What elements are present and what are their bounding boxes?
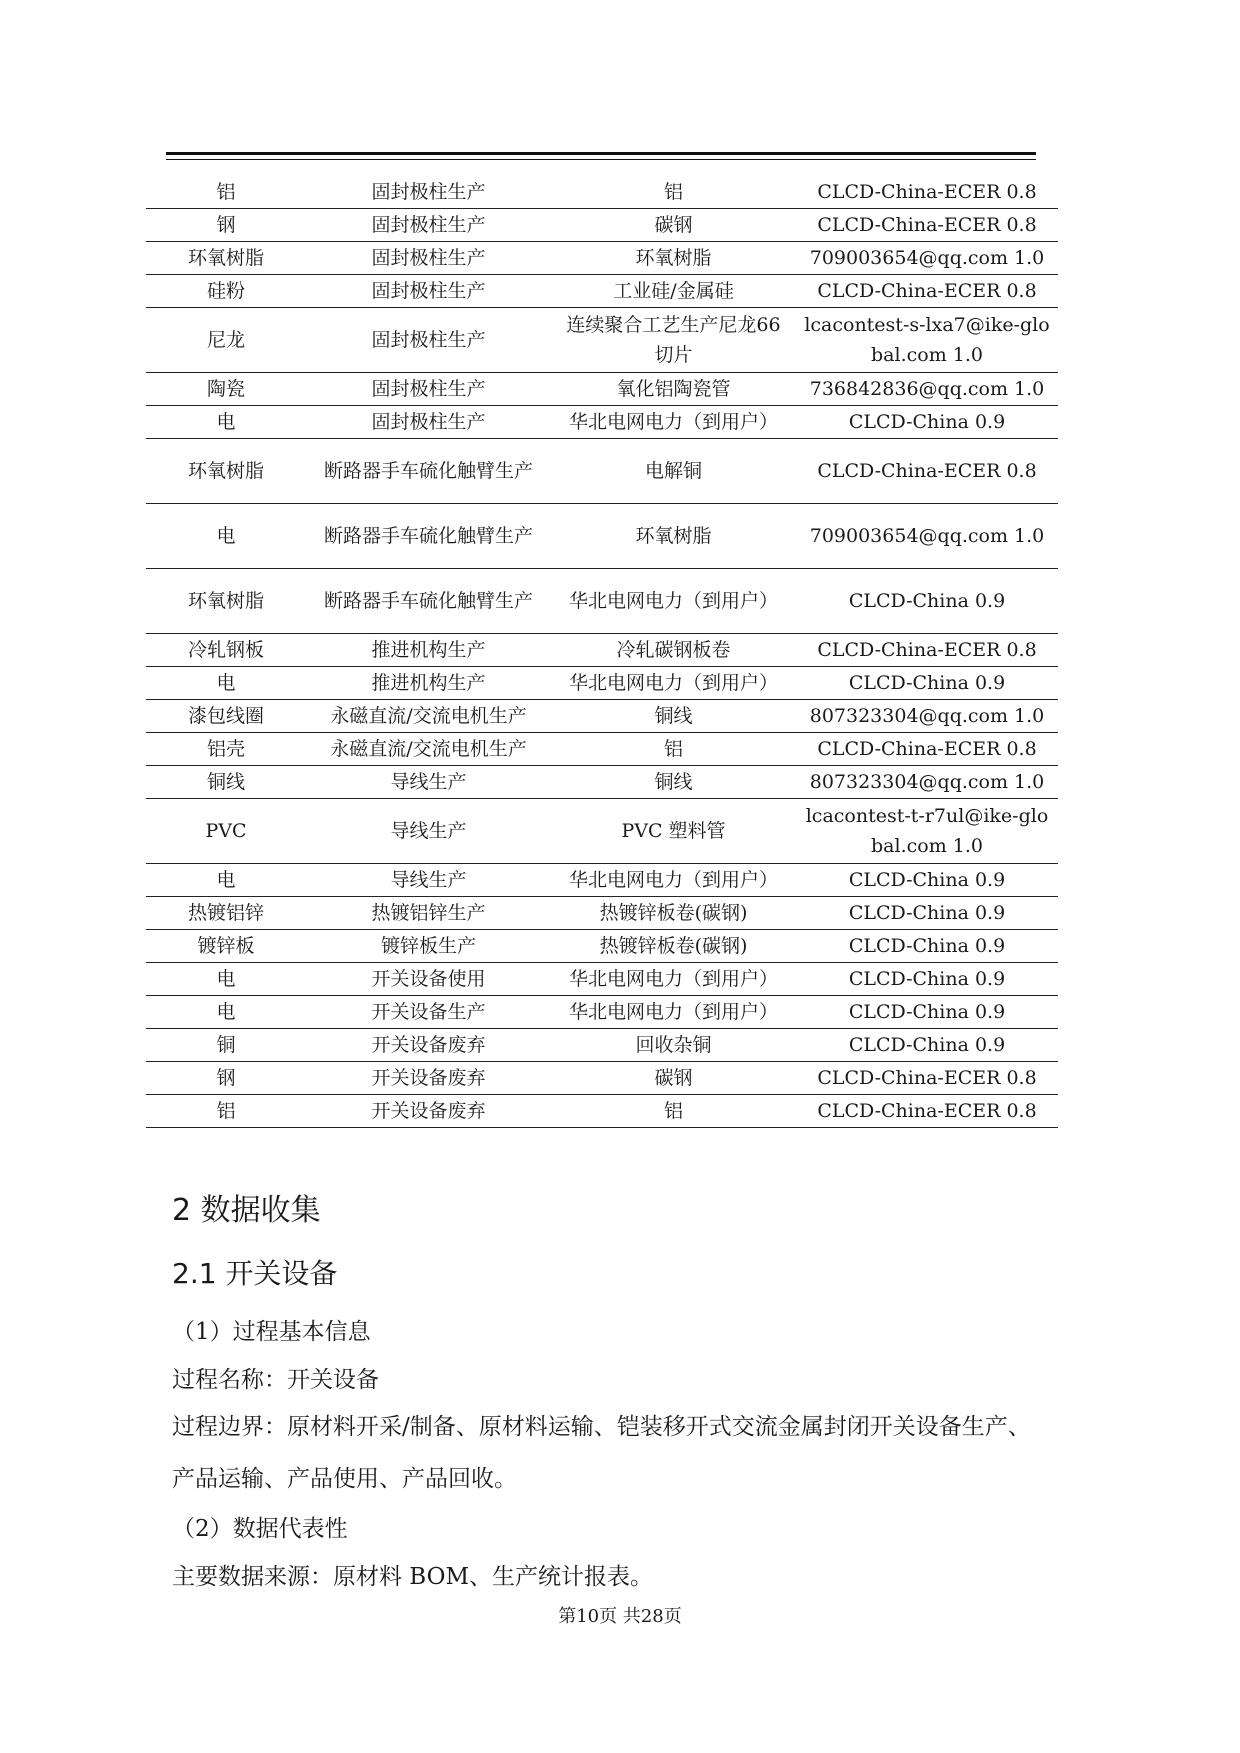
table-cell: 陶瓷 — [146, 373, 306, 406]
table-cell: 固封极柱生产 — [306, 242, 551, 275]
table-cell: CLCD-China-ECER 0.8 — [796, 634, 1058, 667]
table-cell: 电 — [146, 504, 306, 569]
header-rule-thin — [166, 159, 1036, 160]
table-cell: 冷轧钢板 — [146, 634, 306, 667]
table-cell: 推进机构生产 — [306, 634, 551, 667]
table-cell: 碳钢 — [551, 209, 796, 242]
table-cell: CLCD-China-ECER 0.8 — [796, 275, 1058, 308]
table-cell: 导线生产 — [306, 799, 551, 864]
table-cell: 连续聚合工艺生产尼龙66 切片 — [551, 308, 796, 373]
table-cell: 固封极柱生产 — [306, 308, 551, 373]
table-row — [146, 634, 1058, 667]
table-cell: 华北电网电力（到用户） — [551, 569, 796, 634]
table-cell: 环氧树脂 — [551, 504, 796, 569]
table-cell: 永磁直流/交流电机生产 — [306, 700, 551, 733]
table-cell: 铝 — [146, 1095, 306, 1128]
table-cell: 热镀铝锌 — [146, 897, 306, 930]
table-cell: 电 — [146, 667, 306, 700]
table-cell: CLCD-China 0.9 — [796, 406, 1058, 439]
table-cell: CLCD-China 0.9 — [796, 667, 1058, 700]
table-row — [146, 799, 1058, 864]
table-cell: 钢 — [146, 209, 306, 242]
table-cell: 807323304@qq.com 1.0 — [796, 700, 1058, 733]
table-row — [146, 209, 1058, 242]
table-row — [146, 930, 1058, 963]
table-cell: 热镀铝锌生产 — [306, 897, 551, 930]
table-row — [146, 242, 1058, 275]
table-row — [146, 667, 1058, 700]
table-cell: 开关设备废弃 — [306, 1062, 551, 1095]
table-cell: 工业硅/金属硅 — [551, 275, 796, 308]
table-cell: 铝 — [551, 176, 796, 209]
table-cell: CLCD-China 0.9 — [796, 930, 1058, 963]
table-row — [146, 439, 1058, 504]
table-cell: CLCD-China-ECER 0.8 — [796, 209, 1058, 242]
table-row — [146, 897, 1058, 930]
paragraph-process-boundary: 过程边界：原材料开采/制备、原材料运输、铠装移开式交流金属封闭开关设备生产、产品运输、产品使用、产品回收。 — [172, 1414, 1031, 1492]
table-cell: 开关设备废弃 — [306, 1029, 551, 1062]
table-cell: 环氧树脂 — [146, 242, 306, 275]
table-cell: 铜线 — [551, 700, 796, 733]
table-cell: CLCD-China-ECER 0.8 — [796, 1062, 1058, 1095]
table-cell: 华北电网电力（到用户） — [551, 864, 796, 897]
table-cell: 开关设备生产 — [306, 996, 551, 1029]
table-cell: 回收杂铜 — [551, 1029, 796, 1062]
table-cell: lcacontest-t-r7ul@ike-global.com 1.0 — [796, 799, 1058, 864]
table-cell: CLCD-China 0.9 — [796, 1029, 1058, 1062]
table-row — [146, 504, 1058, 569]
table-cell: 固封极柱生产 — [306, 275, 551, 308]
table-cell: CLCD-China 0.9 — [796, 864, 1058, 897]
table-cell: CLCD-China 0.9 — [796, 897, 1058, 930]
table-cell: 永磁直流/交流电机生产 — [306, 733, 551, 766]
table-cell: 开关设备使用 — [306, 963, 551, 996]
table-cell: 铜线 — [551, 766, 796, 799]
table-row — [146, 700, 1058, 733]
table-cell: 铝 — [551, 733, 796, 766]
table-cell: 环氧树脂 — [146, 439, 306, 504]
table-row — [146, 275, 1058, 308]
table-row — [146, 1029, 1058, 1062]
table-cell: 导线生产 — [306, 864, 551, 897]
table-row — [146, 963, 1058, 996]
table-cell: 807323304@qq.com 1.0 — [796, 766, 1058, 799]
table-row — [146, 733, 1058, 766]
table-cell: 电 — [146, 996, 306, 1029]
table-cell: 709003654@qq.com 1.0 — [796, 504, 1058, 569]
table-cell: 导线生产 — [306, 766, 551, 799]
table-row — [146, 308, 1058, 373]
table-cell: 736842836@qq.com 1.0 — [796, 373, 1058, 406]
table-cell: 断路器手车硫化触臂生产 — [306, 439, 551, 504]
table-cell: CLCD-China-ECER 0.8 — [796, 733, 1058, 766]
table-cell: 尼龙 — [146, 308, 306, 373]
table-cell: 华北电网电力（到用户） — [551, 406, 796, 439]
table-cell: 环氧树脂 — [146, 569, 306, 634]
table-row — [146, 766, 1058, 799]
table-cell: PVC 塑料管 — [551, 799, 796, 864]
table-cell: 铜 — [146, 1029, 306, 1062]
table-cell: 硅粉 — [146, 275, 306, 308]
table-row — [146, 176, 1058, 209]
table-cell: 钢 — [146, 1062, 306, 1095]
table-cell: 氧化铝陶瓷管 — [551, 373, 796, 406]
table-cell: 镀锌板 — [146, 930, 306, 963]
table-row — [146, 1095, 1058, 1128]
paragraph-process-name: 过程名称：开关设备 — [172, 1367, 379, 1393]
table-row — [146, 373, 1058, 406]
data-source-table — [146, 176, 1058, 1128]
table-cell: lcacontest-s-lxa7@ike-global.com 1.0 — [796, 308, 1058, 373]
table-cell: 碳钢 — [551, 1062, 796, 1095]
table-row — [146, 1062, 1058, 1095]
table-cell: 推进机构生产 — [306, 667, 551, 700]
table-cell: 铝壳 — [146, 733, 306, 766]
table-cell: 断路器手车硫化触臂生产 — [306, 569, 551, 634]
table-cell: CLCD-China 0.9 — [796, 569, 1058, 634]
header-rule — [166, 152, 1036, 155]
table-cell: 电 — [146, 963, 306, 996]
page-footer: 第10页 共28页 — [558, 1606, 682, 1627]
table-row — [146, 569, 1058, 634]
table-cell: CLCD-China 0.9 — [796, 996, 1058, 1029]
table-cell: 镀锌板生产 — [306, 930, 551, 963]
table-cell: CLCD-China 0.9 — [796, 963, 1058, 996]
table-cell: 华北电网电力（到用户） — [551, 996, 796, 1029]
table-cell: CLCD-China-ECER 0.8 — [796, 439, 1058, 504]
table-cell: 电解铜 — [551, 439, 796, 504]
table-row — [146, 864, 1058, 897]
table-cell: 热镀锌板卷(碳钢) — [551, 930, 796, 963]
table-cell: 铜线 — [146, 766, 306, 799]
table-cell: CLCD-China-ECER 0.8 — [796, 1095, 1058, 1128]
subsection-heading: 2.1 开关设备 — [172, 1257, 338, 1290]
table-cell: 断路器手车硫化触臂生产 — [306, 504, 551, 569]
table-cell: 华北电网电力（到用户） — [551, 667, 796, 700]
paragraph-data-source: 主要数据来源：原材料 BOM、生产统计报表。 — [172, 1564, 654, 1590]
table-cell: 固封极柱生产 — [306, 209, 551, 242]
table-cell: 固封极柱生产 — [306, 176, 551, 209]
table-cell: 漆包线圈 — [146, 700, 306, 733]
table-cell: PVC — [146, 799, 306, 864]
paragraph-basic-info: （1）过程基本信息 — [172, 1319, 371, 1345]
section-heading: 2 数据收集 — [172, 1193, 321, 1228]
table-cell: CLCD-China-ECER 0.8 — [796, 176, 1058, 209]
table-cell: 冷轧碳钢板卷 — [551, 634, 796, 667]
table-row — [146, 406, 1058, 439]
table-cell: 709003654@qq.com 1.0 — [796, 242, 1058, 275]
table-cell: 铝 — [146, 176, 306, 209]
table-cell: 华北电网电力（到用户） — [551, 963, 796, 996]
table-row — [146, 996, 1058, 1029]
table-cell: 开关设备废弃 — [306, 1095, 551, 1128]
paragraph-data-representativeness: （2）数据代表性 — [172, 1516, 348, 1542]
table-cell: 热镀锌板卷(碳钢) — [551, 897, 796, 930]
table-cell: 固封极柱生产 — [306, 373, 551, 406]
table-cell: 电 — [146, 864, 306, 897]
table-cell: 铝 — [551, 1095, 796, 1128]
table-cell: 电 — [146, 406, 306, 439]
table-cell: 环氧树脂 — [551, 242, 796, 275]
table-cell: 固封极柱生产 — [306, 406, 551, 439]
